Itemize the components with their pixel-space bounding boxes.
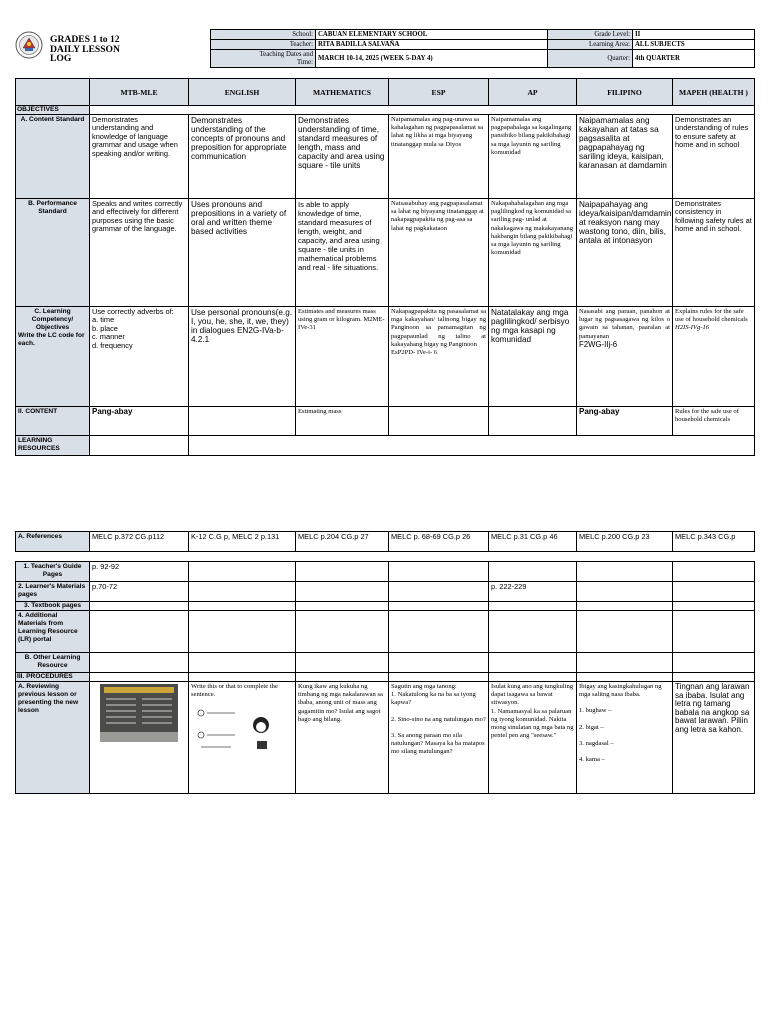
content-standard-filipino: Naipamamalas ang kakayahan at tatas sa pagsasalita at pagpapahayag ng sariling ideya, kaisipan, karanasan at damdamin xyxy=(577,115,673,199)
learners-materials-mtb: p.70-72 xyxy=(90,582,189,602)
reviewing-esp-line: 2. Sino-sino na ang natulungan mo? xyxy=(391,715,486,723)
lc-mtb-item: d. frequency xyxy=(92,340,133,350)
references-math: MELC p.204 CG.p 27 xyxy=(296,532,389,552)
lc-esp-code: EsP2PD- IVe-i- 6 xyxy=(391,349,438,357)
content-mapeh: Rules for the safe use of household chemicals xyxy=(673,407,755,436)
performance-standard-math: Is able to apply knowledge of time, standard measures of length, weight, and capacity, and area using square - tile units in mathematical problems and real - life situations. xyxy=(296,199,389,307)
column-header-mapeh: MAPEH (HEALTH ) xyxy=(673,79,755,106)
teachers-guide-ap xyxy=(489,562,577,582)
reviewing-filipino xyxy=(577,682,673,794)
learning-resources-mtb xyxy=(90,436,189,456)
title-line-2: DAILY LESSON xyxy=(50,43,120,55)
content-label: II. CONTENT xyxy=(16,407,90,436)
grade-level-label: Grade Level: xyxy=(548,30,633,40)
teachers-guide-english xyxy=(189,562,296,582)
textbook-math xyxy=(296,602,389,611)
other-resource-ap xyxy=(489,653,577,673)
other-resource-mapeh xyxy=(673,653,755,673)
dll-main-table xyxy=(15,78,755,456)
column-header-esp: ESP xyxy=(389,79,489,106)
learning-resources-label: LEARNING RESOURCES xyxy=(16,436,90,456)
learning-competency-math: Estimates and measures mass using gram or kilogram. M2ME-IVe-31 xyxy=(296,307,389,407)
other-resource-mtb xyxy=(90,653,189,673)
learners-materials-ap: p. 222-229 xyxy=(489,582,577,602)
learning-competency-mtb xyxy=(90,307,189,407)
quarter-value: 4th QUARTER xyxy=(633,50,755,68)
reviewing-esp-line: Sagutin ang mga tanong: xyxy=(391,683,457,690)
additional-materials-label: 4. Additional Materials from Learning Resource (LR) portal xyxy=(16,611,90,653)
lc-mtb-item: b. place xyxy=(92,323,118,333)
content-filipino: Pang-abay xyxy=(577,407,673,436)
performance-standard-esp: Naisasabuhay ang pagpapasalamat sa lahat ng biyayang tinatanggap at nakapagpapakita ng pag-asa sa lahat ng pagkakataon xyxy=(389,199,489,307)
this-that-sketch-icon xyxy=(191,703,279,759)
content-mtb: Pang-abay xyxy=(90,407,189,436)
procedures-esp xyxy=(389,673,489,682)
teachers-guide-esp xyxy=(389,562,489,582)
lc-mtb-item: a. time xyxy=(92,315,115,325)
lc-filipino-code: F2WG-IIj-6 xyxy=(579,339,618,349)
procedures-english xyxy=(189,673,296,682)
deped-seal-icon xyxy=(15,31,43,59)
reviewing-lesson-label: A. Reviewing previous lesson or presenting the new lesson xyxy=(16,682,90,794)
lc-esp-text: Nakapagpapakita ng pasasalamat sa mga kakayahan/ talinong bigay ng Panginoon sa pamamagitan ng pagpapaunlad ng talino at kakayahang bigay ng Panginoon xyxy=(391,308,486,348)
references-table xyxy=(15,531,755,552)
title-line-3: LOG xyxy=(50,53,72,65)
objectives-label: OBJECTIVES xyxy=(16,106,90,115)
reviewing-esp-line: 1. Nakatulong ka na ba sa iyong kapwa? xyxy=(391,691,476,707)
content-math: Estimating mass xyxy=(296,407,389,436)
performance-standard-filipino: Naipapahayag ang ideya/kaisipan/damdamin at reaksyon nang may wastong tono, diin, bilis, antala at intonasyon xyxy=(577,199,673,307)
learning-area-value: ALL SUBJECTS xyxy=(633,40,755,50)
textbook-label: 3. Textbook pages xyxy=(16,602,90,611)
content-standard-esp: Naipamamalas ang pag-unawa sa kahalagahan ng pagpapasalamat sa lahat ng likha at mga biyayang tinatanggap mula sa Diyos xyxy=(389,115,489,199)
reviewing-ap-text: Isulat kung ano ang tungkuling dapat isagawa sa bawat sitwasyon. xyxy=(491,683,574,707)
lc-filipino-text: Nasasabi ang paraan, panahon at lugar ng pagsasagawa ng kilos o gawain sa tahanan, paaralan at pamayanan xyxy=(579,308,670,340)
reviewing-filipino-item: 2. bigat – xyxy=(579,723,604,731)
learners-materials-english xyxy=(189,582,296,602)
procedures-label: III. PROCEDURES xyxy=(16,673,90,682)
references-filipino: MELC p.200 CG.p 23 xyxy=(577,532,673,552)
header-info-table xyxy=(210,29,755,68)
content-standard-mtb: Demonstrates understanding and knowledge of language grammar and usage when speaking and/or writing. xyxy=(90,115,189,199)
reviewing-mapeh: Tingnan ang larawan sa ibaba. Isulat ang letra ng tamang babala na angkop sa bawat larawan. Piliin ang letra sa kahon. xyxy=(673,682,755,794)
other-resource-label: B. Other Learning Resource xyxy=(16,653,90,673)
content-standard-english: Demonstrates understanding of the concepts of pronouns and preposition for appropriate communication xyxy=(189,115,296,199)
additional-materials-esp xyxy=(389,611,489,653)
references-esp: MELC p. 68-69 CG.p 26 xyxy=(389,532,489,552)
content-ap xyxy=(489,407,577,436)
teaching-dates-label-line-1: Teaching Dates and xyxy=(259,50,313,58)
learning-competency-label-line-2: Write the LC code for each. xyxy=(18,332,85,347)
references-mtb: MELC p.372 CG.p112 xyxy=(90,532,189,552)
objectives-row xyxy=(90,106,755,115)
content-standard-label: A. Content Standard xyxy=(16,115,90,199)
procedures-filipino xyxy=(577,673,673,682)
lc-mapeh-text: Explains rules for the safe use of household chemicals xyxy=(675,308,748,324)
learning-competency-label xyxy=(16,307,90,407)
learners-materials-math xyxy=(296,582,389,602)
grade-level-value: II xyxy=(633,30,755,40)
resources-procedures-table xyxy=(15,561,755,794)
textbook-mtb xyxy=(90,602,189,611)
reviewing-filipino-item: 3. nagdasal – xyxy=(579,739,614,747)
school-label: School: xyxy=(211,30,316,40)
reviewing-esp xyxy=(389,682,489,794)
other-resource-filipino xyxy=(577,653,673,673)
additional-materials-ap xyxy=(489,611,577,653)
teachers-guide-math xyxy=(296,562,389,582)
reviewing-ap xyxy=(489,682,577,794)
learning-competency-english: Use personal pronouns(e.g. I, you, he, she, it, we, they) in dialogues EN2G-IVa-b- 4.2.1 xyxy=(189,307,296,407)
other-resource-esp xyxy=(389,653,489,673)
content-standard-math: Demonstrates understanding of time, standard measures of length, mass and capacity and area using square - tile units xyxy=(296,115,389,199)
learning-competency-label-line-1: C. Learning Competency/ Objectives xyxy=(31,308,74,331)
procedures-mtb xyxy=(90,673,189,682)
teachers-guide-mtb: p. 92-92 xyxy=(90,562,189,582)
references-english: K-12 C.G p, MELC 2 p.131 xyxy=(189,532,296,552)
worksheet-image xyxy=(100,684,178,742)
learning-competency-filipino xyxy=(577,307,673,407)
column-header-filipino: FILIPINO xyxy=(577,79,673,106)
lc-mtb-item: c. manner xyxy=(92,332,125,342)
other-resource-math xyxy=(296,653,389,673)
lc-mtb-intro: Use correctly adverbs of: xyxy=(92,307,174,316)
teacher-label: Teacher: xyxy=(211,40,316,50)
content-esp xyxy=(389,407,489,436)
reviewing-ap-item: 1. Namamasyal ka sa palaruan ng iyong komunidad. Nakita mong sinulatan ng mga bata ng pentel pen ang "seesaw." xyxy=(491,707,574,740)
column-header-english: ENGLISH xyxy=(189,79,296,106)
school-value: CABUAN ELEMENTARY SCHOOL xyxy=(316,30,548,40)
performance-standard-ap: Nakapahahalagahan ang mga paglilingkod ng komunidad sa sariling pag- unlad at nakakagawa ng makakayanang hakbangin bilang pakikibahagi sa mga layunin ng sariling komunidad xyxy=(489,199,577,307)
learning-competency-esp xyxy=(389,307,489,407)
worksheet-lines-icon xyxy=(100,684,178,742)
learning-competency-mapeh xyxy=(673,307,755,407)
procedures-math xyxy=(296,673,389,682)
lesson-log-title xyxy=(50,35,120,64)
teaching-dates-label-line-2: Time: xyxy=(297,58,313,66)
reviewing-esp-line: 3. Sa anong paraan mo sila natulungan? Masaya ka ba matapos mo silang matulungan? xyxy=(391,731,485,756)
learners-materials-mapeh xyxy=(673,582,755,602)
learning-resources-merged xyxy=(189,436,755,456)
textbook-mapeh xyxy=(673,602,755,611)
performance-standard-mtb: Speaks and writes correctly and effectively for different purposes using the basic grammar of the language. xyxy=(90,199,189,307)
textbook-filipino xyxy=(577,602,673,611)
additional-materials-filipino xyxy=(577,611,673,653)
performance-standard-mapeh: Demonstrates consistency in following safety rules at home and in school. xyxy=(673,199,755,307)
references-mapeh: MELC p.343 CG.p xyxy=(673,532,755,552)
reviewing-mtb xyxy=(90,682,189,794)
references-label: A. References xyxy=(16,532,90,552)
teachers-guide-label: 1. Teacher's Guide Pages xyxy=(16,562,90,582)
teacher-value: RITA BADILLA SALVAÑA xyxy=(316,40,548,50)
teaching-dates-label xyxy=(211,50,316,68)
teachers-guide-mapeh xyxy=(673,562,755,582)
quarter-label: Quarter: xyxy=(548,50,633,68)
additional-materials-mtb xyxy=(90,611,189,653)
additional-materials-mapeh xyxy=(673,611,755,653)
learning-area-label: Learning Area: xyxy=(548,40,633,50)
reviewing-filipino-item: 1. bughaw – xyxy=(579,707,612,715)
reviewing-math: Kung ikaw ang kukuha ng timbang ng mga nakalarawan sa ibaba, anong unit of mass ang gagamitin mo? Isulat ang sagot bago ang bilang. xyxy=(296,682,389,794)
other-resource-english xyxy=(189,653,296,673)
learners-materials-label: 2. Learner's Materials pages xyxy=(16,582,90,602)
reviewing-english xyxy=(189,682,296,794)
performance-standard-english: Uses pronouns and prepositions in a variety of oral and written theme based activities xyxy=(189,199,296,307)
additional-materials-math xyxy=(296,611,389,653)
reviewing-english-text: Write this or that to complete the sentence. xyxy=(191,683,278,699)
column-header-mtb: MTB-MLE xyxy=(90,79,189,106)
performance-standard-label: B. Performance Standard xyxy=(16,199,90,307)
textbook-esp xyxy=(389,602,489,611)
textbook-ap xyxy=(489,602,577,611)
content-standard-mapeh: Demonstrates an understanding of rules to ensure safety at home and in school xyxy=(673,115,755,199)
references-ap: MELC p.31 CG.p 46 xyxy=(489,532,577,552)
learners-materials-esp xyxy=(389,582,489,602)
lc-mapeh-code: H2IS-IVg-16 xyxy=(675,324,710,332)
content-standard-ap: Naipamamalas ang pagpapahalaga sa kagalingang pansibiko bilang pakikibahagi sa mga layunin ng sariling komunidad xyxy=(489,115,577,199)
teachers-guide-filipino xyxy=(577,562,673,582)
column-header-ap: AP xyxy=(489,79,577,106)
procedures-ap xyxy=(489,673,577,682)
procedures-mapeh xyxy=(673,673,755,682)
additional-materials-english xyxy=(189,611,296,653)
reviewing-filipino-item: 4. kama – xyxy=(579,756,605,764)
teaching-dates-value: MARCH 10-14, 2025 (WEEK 5-DAY 4) xyxy=(316,50,548,68)
column-header-math: MATHEMATICS xyxy=(296,79,389,106)
learning-competency-ap: Natatalakay ang mga paglilingkod/ serbisyo ng mga kasapi ng komunidad xyxy=(489,307,577,407)
corner-cell xyxy=(16,79,90,106)
reviewing-filipino-intro: Ibigay ang kasingkahulugan ng mga salitng nasa ibaba. xyxy=(579,683,662,699)
textbook-english xyxy=(189,602,296,611)
content-english xyxy=(189,407,296,436)
learners-materials-filipino xyxy=(577,582,673,602)
title-line-1: GRADES 1 to 12 xyxy=(50,34,120,45)
